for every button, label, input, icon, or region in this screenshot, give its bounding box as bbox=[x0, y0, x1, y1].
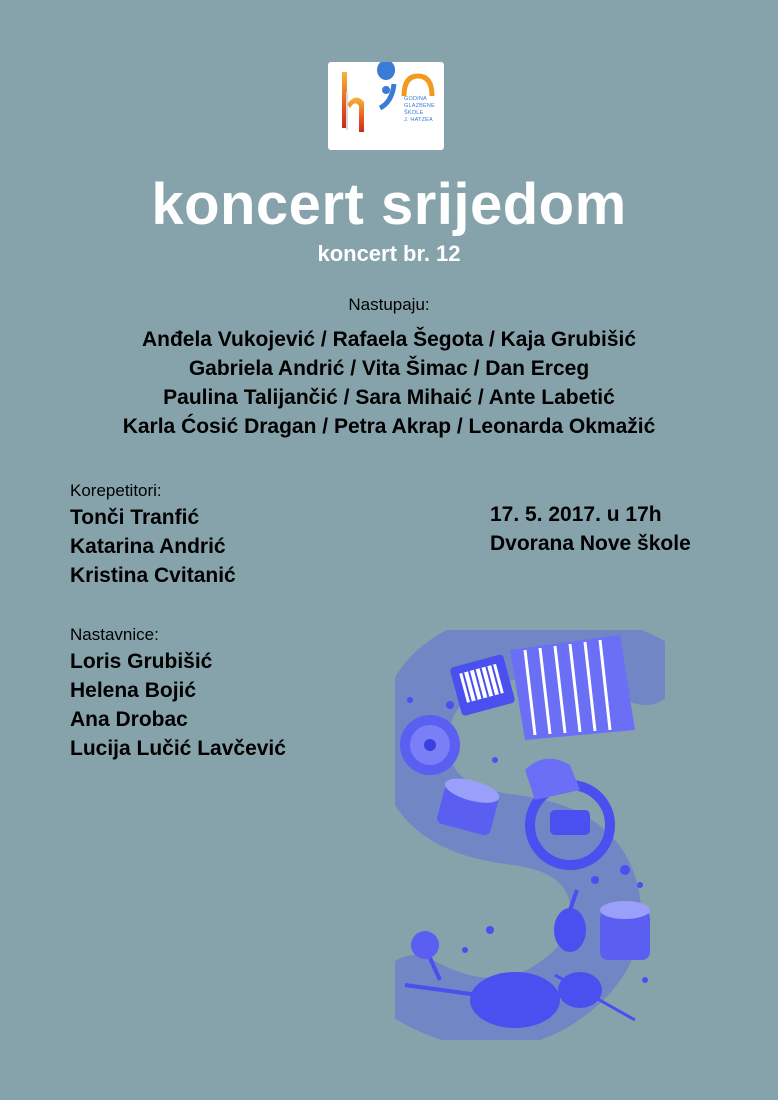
accompanists-label: Korepetitori: bbox=[70, 481, 162, 500]
teacher-name: Lucija Lučić Lavčević bbox=[70, 737, 286, 760]
logo-line: ŠKOLE bbox=[404, 110, 424, 116]
teachers-list bbox=[70, 647, 286, 763]
accompanist-name: Kristina Cvitanić bbox=[70, 564, 236, 587]
performers-line: Gabriela Andrić / Vita Šimac / Dan Erceg bbox=[188, 357, 590, 380]
performers-line: Anđela Vukojević / Rafaela Šegota / Kaja Grubišić bbox=[141, 328, 637, 351]
page-title: koncert srijedom bbox=[151, 172, 627, 237]
cymbal-icon bbox=[400, 715, 460, 775]
teachers-label: Nastavnice: bbox=[70, 625, 159, 644]
teacher-name: Loris Grubišić bbox=[70, 650, 213, 673]
logo-line: J. HATZEA bbox=[404, 117, 433, 123]
event-venue: Dvorana Nove škole bbox=[490, 532, 691, 555]
school-logo bbox=[328, 62, 444, 150]
accompanist-name: Katarina Andrić bbox=[70, 535, 226, 558]
performers-list bbox=[0, 325, 778, 441]
performers-line: Karla Ćosić Dragan / Petra Akrap / Leonarda Okmažić bbox=[122, 415, 656, 438]
event-datetime: 17. 5. 2017. u 17h bbox=[490, 503, 662, 526]
instruments-s-illustration bbox=[395, 630, 665, 1040]
logo-caption bbox=[404, 96, 442, 124]
performers-line: Paulina Talijančić / Sara Mihaić / Ante Labetić bbox=[163, 386, 615, 409]
concert-number: koncert br. 12 bbox=[317, 241, 461, 266]
accompanist-name: Tonči Tranfić bbox=[70, 506, 200, 529]
performers-label: Nastupaju: bbox=[348, 295, 430, 314]
logo-line: GLAZBENE bbox=[404, 103, 435, 109]
accompanists-list bbox=[70, 503, 236, 590]
logo-line: GODINA bbox=[404, 96, 427, 102]
event-info bbox=[490, 500, 691, 558]
side-drum-icon bbox=[600, 901, 650, 960]
teacher-name: Helena Bojić bbox=[70, 679, 197, 702]
teacher-name: Ana Drobac bbox=[70, 708, 188, 731]
